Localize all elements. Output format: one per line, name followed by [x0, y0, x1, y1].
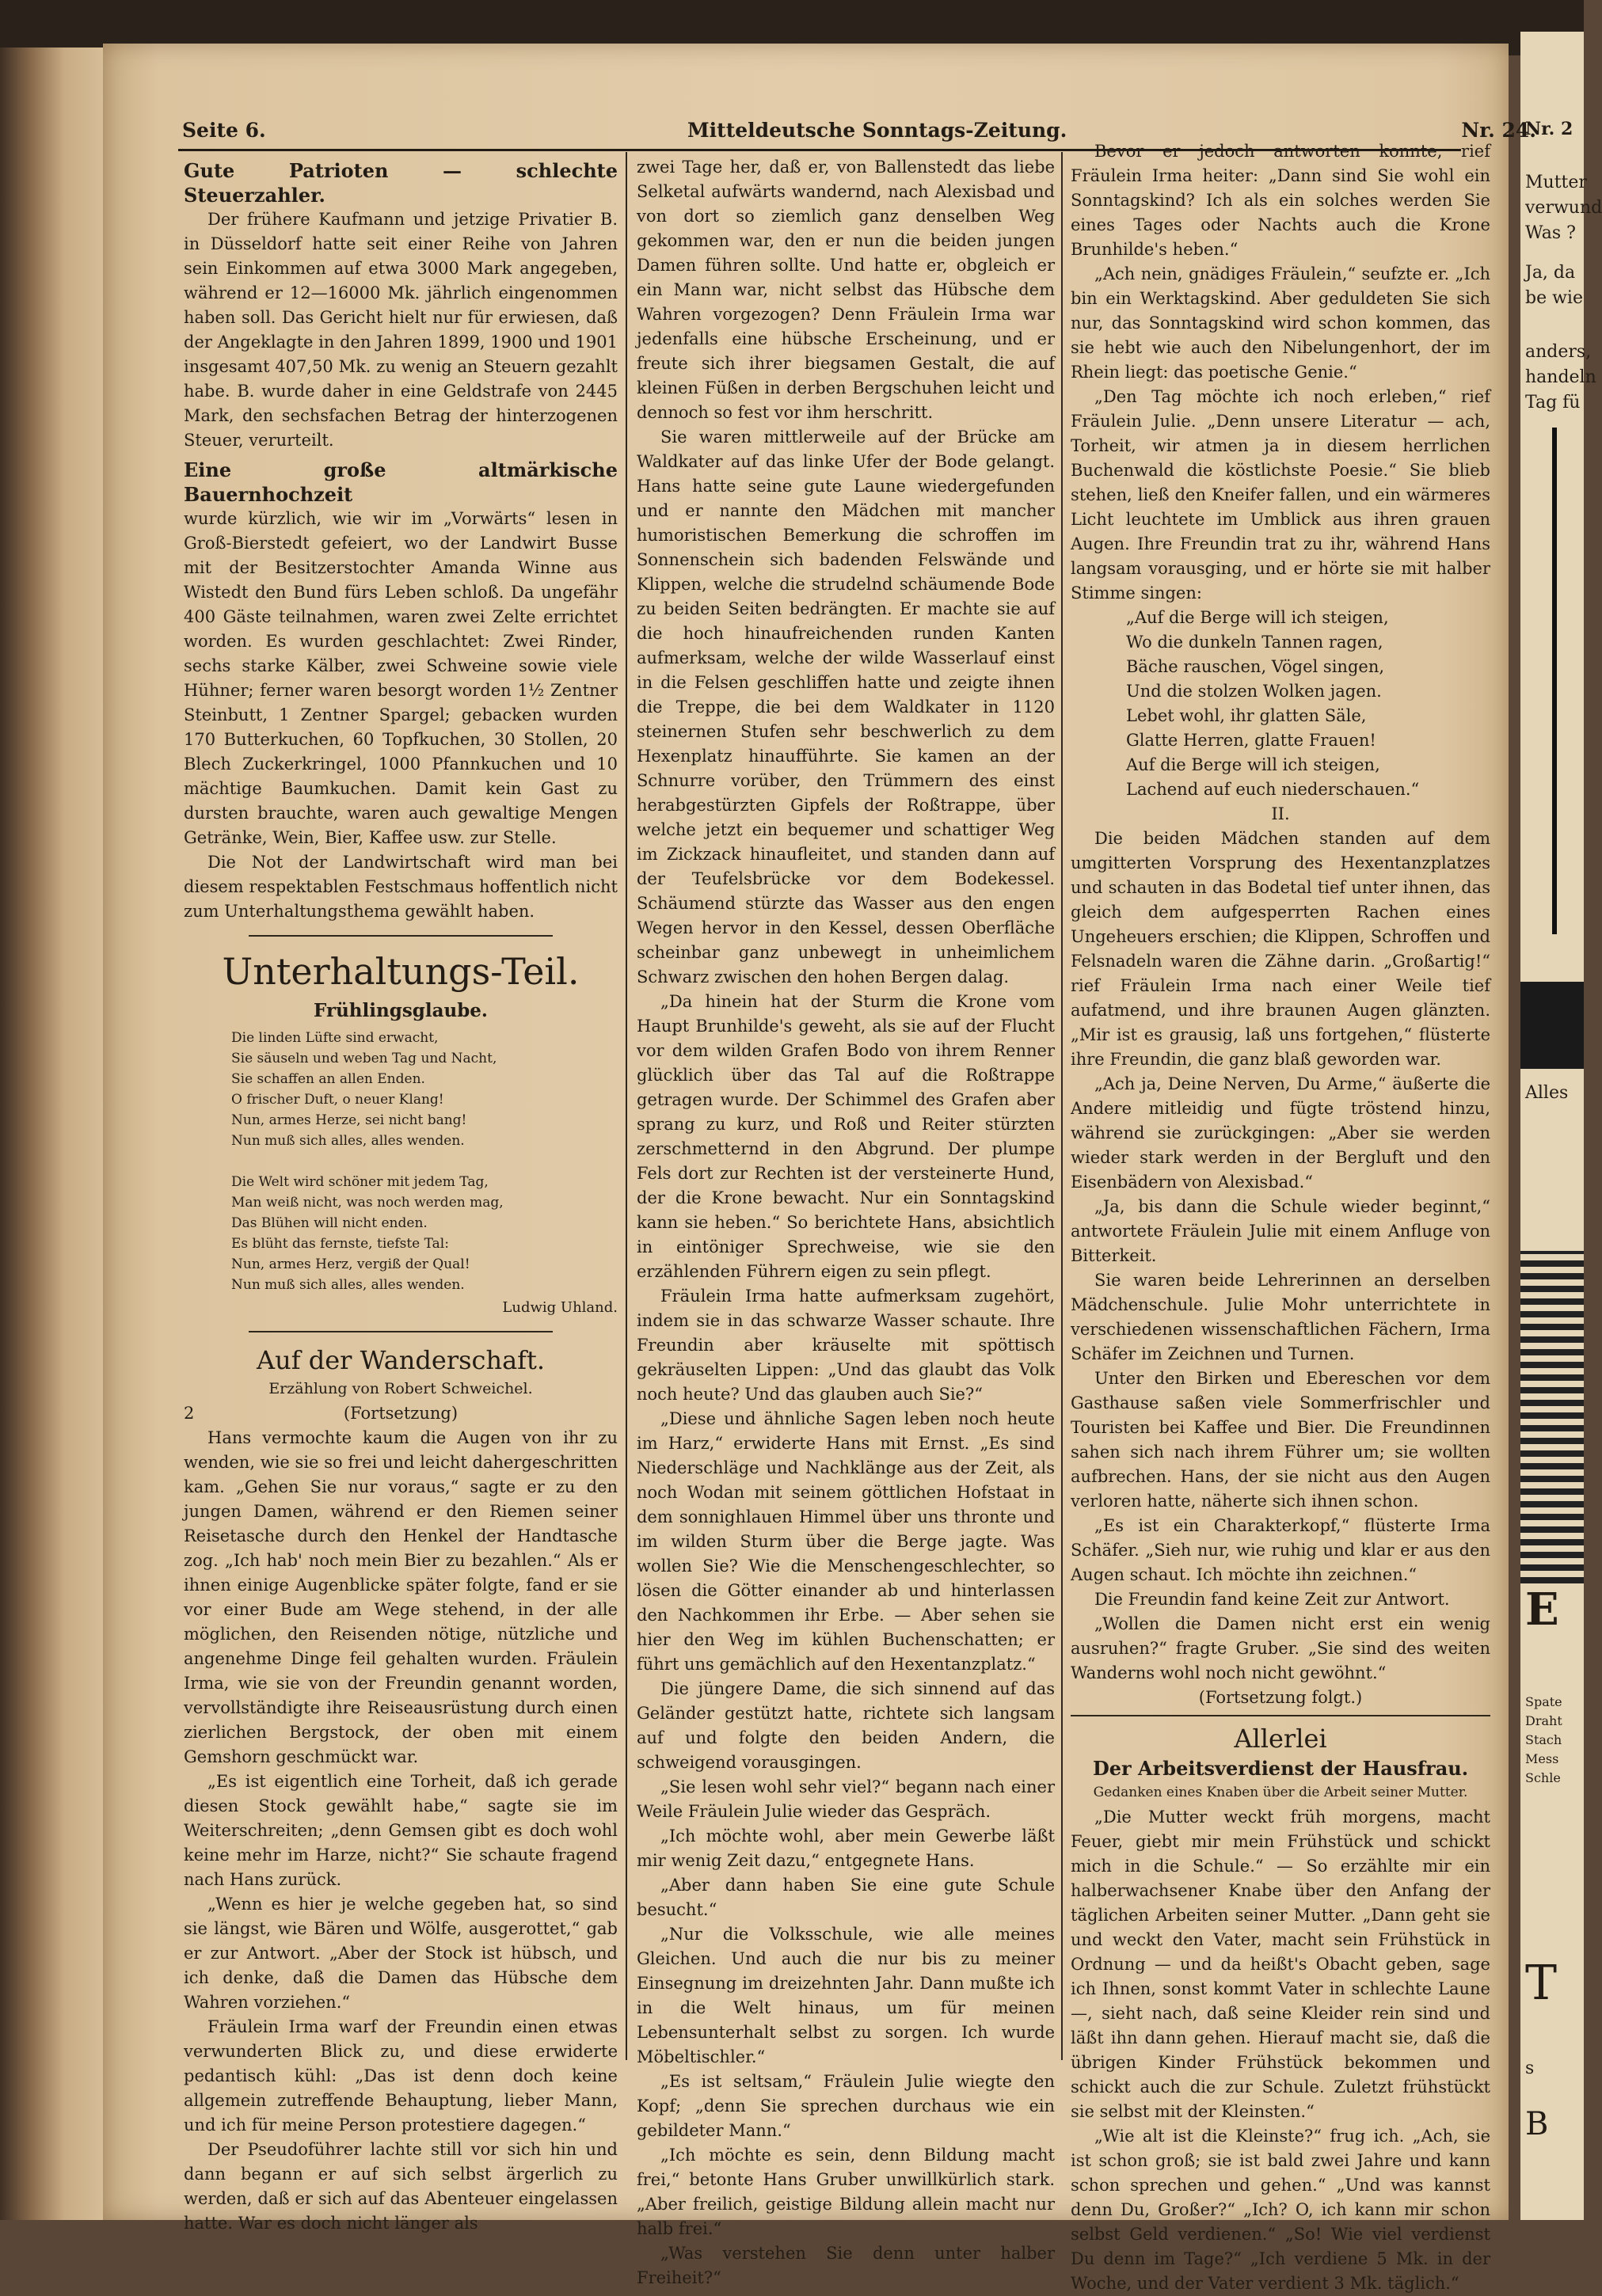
story-paragraph: Fräulein Irma hatte aufmerksam zugehört, indem sie in das schwarze Wasser schaute. Ihre Freundin aber kräuselte mit spöttisch gekräuselten Lippen: „Und das glaubt das Volk noch heute? Und das glauben auch Sie?“ — [637, 1287, 1055, 1404]
story-paragraph: „Wollen die Damen nicht erst ein wenig ausruhen?“ fragte Gruber. „Sie sind des weiten Wanderns wohl noch nicht gewöhnt.“ — [1071, 1614, 1490, 1682]
margin-fragment: Alles — [1525, 1083, 1569, 1103]
margin-fragment: Mess — [1525, 1751, 1559, 1766]
song-text: „Auf die Berge will ich steigen, Wo die dunkeln Tannen ragen, Bäche rauschen, Vögel singen, Und die stolzen Wolken jagen. Lebet wohl, ihr glatten Säle, Glatte Herren, glatte Frauen! Auf die Berge will ich steigen, Lachend auf euch niederschauen.“ — [1126, 608, 1420, 799]
column-divider — [626, 152, 627, 2060]
adjacent-page — [1520, 32, 1602, 2220]
article-headline: Der Arbeitsverdienst der Hausfrau. — [1092, 1757, 1469, 1780]
story-paragraph: Bevor er jedoch antworten konnte, rief Fräulein Irma heiter: „Dann sind Sie wohl ein Sonntagskind? Ich als ein solches werden Sie eines Tages oder Nachts auch die Krone Brunhilde's heben.“ — [1071, 142, 1490, 259]
margin-fragment: Draht — [1525, 1713, 1562, 1728]
article-headline: Gute Patrioten — schlechte Steuerzahler. — [184, 159, 618, 207]
story-paragraph: „Es ist seltsam,“ Fräulein Julie wiegte den Kopf; „denn Sie sprechen durchaus wie ein gebildeter Mann.“ — [637, 2072, 1055, 2140]
article-paragraph: Der frühere Kaufmann und jetzige Privatier B. in Düsseldorf hatte seit einer Reihe von Jahren sein Einkommen auf etwa 3000 Mark angegeben, während er 12—16000 Mk. jährlich eingenommen haben soll. Das Gericht hielt nur für erwiesen, daß der Angeklagte in den Jahren 1899, 1900 und 1901 insgesamt 407,50 Mk. zu wenig an Steuern gezahlt habe. B. wurde daher in eine Geldstrafe von 2445 Mark, den sechsfachen Betrag der hinterzogenen Steuer, verurteilt. — [184, 210, 618, 450]
story-paragraph: „Was verstehen Sie denn unter halber Freiheit?“ — [637, 2244, 1055, 2287]
story-continued-label: (Fortsetzung) — [343, 1404, 459, 1423]
story-paragraph: „Es ist eigentlich eine Torheit, daß ich gerade diesen Stock gewählt habe,“ sagte sie im Weiterschreiten; „denn Gemsen gibt es doch wohl keine mehr im Harze, nicht?“ Sie schaute fragend nach Hans zurück. — [184, 1772, 618, 1889]
poem-text: Die linden Lüfte sind erwacht, Sie säuseln und weben Tag und Nacht, Sie schaffen an allen Enden. O frischer Duft, o neuer Klang! Nun, armes Herze, sei nicht bang! Nun muß sich alles, alles wenden. Die Welt wird schöner mit jedem Tag, Man weiß nicht, was noch werden mag, Das Blühen will nicht enden. Es blüht das fernste, tiefste Tal: Nun, armes Herz, vergiß der Qual! Nun muß sich alles, alles wenden. — [231, 1030, 504, 1293]
story-paragraph: Die beiden Mädchen standen auf dem umgitterten Vorsprung des Hexentanzplatzes und schauten in das Bodetal tief unter ihnen, das gleich dem aufgesperrten Rachen eines Ungeheuers erschien; die Klippen, Schroffen und Felsnadeln waren die Zähne darin. „Großartig!“ rief Fräulein Irma nach einer Weile tief aufatmend, und ihre braunen Augen glänzten. „Mir ist es grausig, laß uns fortgehen,“ flüsterte ihre Freundin, die ganz blaß geworden war. — [1071, 829, 1490, 1069]
article-subheadline: Gedanken eines Knaben über die Arbeit seiner Mutter. — [1093, 1785, 1468, 1800]
to-be-continued: (Fortsetzung folgt.) — [1198, 1688, 1363, 1707]
story-author: Erzählung von Robert Schweichel. — [268, 1380, 533, 1397]
story-paragraph: „Ja, bis dann die Schule wieder beginnt,“ antwortete Fräulein Julie mit einem Anfluge von Bitterkeit. — [1071, 1197, 1490, 1265]
story-part-number: 2 — [184, 1404, 195, 1423]
margin-fragment: Spate — [1525, 1694, 1562, 1709]
ad-ornament — [1520, 1251, 1584, 1583]
story-paragraph: Sie waren beide Lehrerinnen an derselben Mädchenschule. Julie Mohr unterrichtete in verschiedenen wissenschaftlichen Fächern, Irma Schäfer im Zeichnen und Turnen. — [1071, 1271, 1490, 1363]
story-paragraph: „Es ist ein Charakterkopf,“ flüsterte Irma Schäfer. „Sieh nur, wie ruhig und klar er aus den Augen schaut. Ich möchte ihn zeichnen.“ — [1071, 1516, 1490, 1584]
story-paragraph: Hans vermochte kaum die Augen von ihr zu wenden, wie sie so frei und leicht dahergeschritten kam. „Gehen Sie nur voraus,“ sagte er zu den jungen Damen, während er den Riemen seiner Reisetasche durch den Henkel der Handtasche zog. „Ich hab' noch mein Bier zu bezahlen.“ Als er ihnen einige Augenblicke später folgte, fand er sie vor einer Bude am Wege stehend, in der alle möglichen, den Reisenden nötige, nützliche und angenehme Dinge feil gehalten wurden. Fräulein Irma, wie sie von der Freundin genannt worden, vervollständigte ihre Reiseausrüstung durch einen zierlichen Bergstock, der oben mit einem Gemshorn geschmückt war. — [184, 1428, 618, 1766]
story-title: Auf der Wanderschaft. — [256, 1345, 546, 1375]
story-paragraph: „Da hinein hat der Sturm die Krone vom Haupt Brunhilde's geweht, als sie auf der Flucht vor dem wilden Grafen Bodo von ihrem Renner glücklich über das Tal auf die Roßtrappe getragen wurde. Der Schimmel des Grafen aber sprang zu kurz, und Roß und Reiter stürzten zerschmetternd in den Abgrund. Der plumpe Fels dort zur Rechten ist der versteinerte Hund, der die Krone bewacht. Nur ein Sonntagskind kann sie heben.“ So berichtete Hans, absichtlich in eintöniger Sprechweise, wie sie den erzählenden Führern eigen zu sein pflegt. — [637, 992, 1055, 1281]
column-3 — [1071, 139, 1490, 2293]
section-title: Unterhaltungs-Teil. — [222, 950, 580, 993]
margin-fragment: Ja, da — [1525, 263, 1576, 283]
margin-fragment: Was ? — [1525, 223, 1576, 243]
chapter-number: II. — [1271, 804, 1290, 823]
page-number: Seite 6. — [182, 119, 266, 142]
section-rule — [249, 935, 553, 937]
margin-fragment: verwund — [1525, 198, 1602, 218]
margin-fragment: Mutter — [1525, 173, 1587, 192]
column-2 — [637, 155, 1055, 2287]
story-paragraph: Die jüngere Dame, die sich sinnend auf das Geländer gestützt hatte, richtete sich langsam auf und folgte den beiden Andern, die schweigend vorausgingen. — [637, 1679, 1055, 1772]
story-paragraph: „Ich möchte wohl, aber mein Gewerbe läßt mir wenig Zeit dazu,“ entgegnete Hans. — [637, 1827, 1055, 1870]
column-divider — [1061, 152, 1063, 2060]
ad-frame — [1552, 428, 1584, 934]
article-headline: Eine große altmärkische Bauernhochzeit — [184, 458, 618, 506]
margin-fragment: be wie — [1525, 288, 1583, 308]
newspaper-title: Mitteldeutsche Sonntags-Zeitung. — [687, 119, 1067, 142]
section-title: Allerlei — [1234, 1724, 1327, 1754]
margin-fragment: Nr. 2 — [1525, 119, 1573, 139]
section-rule — [1071, 1715, 1490, 1716]
story-paragraph: Sie waren mittlerweile auf der Brücke am Waldkater auf das linke Ufer der Bode gelangt. Hans hatte seine gute Laune wiedergefunden und er nannte den Mädchen mit mancher humoristischen Bemerkung die schroffen im Sonnenschein sich badenden Felswände und Klippen, welche die strudelnd schäumende Bode zu beiden Seiten bedrängten. Er machte sie auf die hoch hinaufreichenden runden Kanten aufmerksam, welche der wilde Wasserlauf einst in die Felsen geschliffen hatte und zeigte ihnen die Treppe, die bei dem Waldkater in 1120 steinernen Stufen sehr beschwerlich zu dem Hexenplatz hinaufführte. Sie kamen an der Schnurre vorüber, den Trümmern des einst herabgestürzten Gipfels der Roßtrappe, über welche jetzt ein bequemer und schattiger Weg im Zickzack hinaufleitet, und standen dann auf der Teufelsbrücke vor dem Bodekessel. Schäumend stürzte das Wasser aus den engen Wegen hervor in den Kessel, dessen Oberfläche scheinbar ganz unbewegt in unheimlichem Schwarz zwischen den hohen Bergen dalag. — [637, 428, 1055, 986]
story-paragraph: Der Pseudoführer lachte still vor sich hin und dann begann er auf sich selbst ärgerlich zu werden, daß er sich auf das Abenteuer eingelassen hatte. War es doch nicht länger als — [184, 2140, 618, 2233]
article-paragraph: Die Not der Landwirtschaft wird man bei diesem respektablen Festschmaus hoffentlich nicht zum Unterhaltungsthema gewählt haben. — [184, 853, 618, 921]
ad-block — [1520, 982, 1584, 1069]
story-paragraph: Fräulein Irma warf der Freundin einen etwas verwunderten Blick zu, und diese erwiderte pedantisch kühl: „Das ist denn doch keine allgemein zutreffende Behauptung, lieber Mann, und ich für meine Person protestiere dagegen.“ — [184, 2017, 618, 2134]
story-paragraph: „Aber dann haben Sie eine gute Schule besucht.“ — [637, 1876, 1055, 1919]
story-continued — [184, 1401, 618, 1426]
story-paragraph: „Wenn es hier je welche gegeben hat, so sind sie längst, wie Bären und Wölfe, ausgerottet,“ gab er zur Antwort. „Aber der Stock ist hübsch, und ich denke, daß die Damen das Hübsche dem Wahren vorziehen.“ — [184, 1895, 618, 2012]
poem-title: Frühlingsglaube. — [314, 1000, 488, 1021]
article-paragraph: wurde kürzlich, wie wir im „Vorwärts“ lesen in Groß-Bierstedt gefeiert, wo der Landwirt Busse mit der Besitzerstochter Amanda Winne aus Wistedt den Bund fürs Leben schloß. Da ungefähr 400 Gäste teilnahmen, waren zwei Zelte errichtet worden. Es wurden geschlachtet: Zwei Rinder, sechs starke Kälber, zwei Schweine sowie viele Hühner; ferner waren besorgt worden 1½ Zentner Steinbutt, 1 Zentner Spargel; gebacken wurden 170 Butterkuchen, 60 Topfkuchen, 30 Stollen, 20 Blech Zuckerkringel, 1000 Pfannkuchen und 10 mächtige Baumkuchen. Damit kein Gast zu dursten brauchte, waren auch gewaltige Mengen Getränke, Wein, Bier, Kaffee usw. zur Stelle. — [184, 509, 618, 847]
margin-fragment: handeln — [1525, 367, 1596, 387]
story-paragraph: zwei Tage her, daß er, von Ballenstedt das liebe Selketal aufwärts wandernd, nach Alexisbad und von dort so ziemlich ganz denselben Weg gekommen war, den er nun die beiden jungen Damen führen sollte. Und hatte er, obgleich er ein Mann war, nicht selbst das Hübsche dem Wahren vorgezogen? Denn Fräulein Irma war jedenfalls eine hübsche Erscheinung, und er freute sich ihrer biegsamen Gestalt, die auf kleinen Füßen in derben Bergschuhen leicht und dennoch so fest vor ihm herschritt. — [637, 158, 1055, 422]
story-paragraph: Die Freundin fand keine Zeit zur Antwort. — [1094, 1590, 1450, 1609]
story-paragraph: „Den Tag möchte ich noch erleben,“ rief Fräulein Julie. „Denn unsere Literatur — ach, Torheit, wir atmen ja in diesem herrlichen Buchenwald die köstlichste Poesie.“ Sie blieb stehen, ließ den Kneifer fallen, und ein wärmeres Licht leuchtete im Umblick aus ihren grauen Augen. Ihre Freundin trat zu ihr, während Hans langsam vorausging, und er hörte sie mit halber Stimme singen: — [1071, 387, 1490, 603]
story-paragraph: „Diese und ähnliche Sagen leben noch heute im Harz,“ erwiderte Hans mit Ernst. „Es sind Niederschläge und Nachklänge aus der Zeit, als noch Wodan mit seinem göttlichen Hofstaat in dem sonnighlauen Himmel über uns thronte und im wilden Sturm über die Berge jagte. Was wollen Sie? Wie die Menschengeschlechter, so lösen die Götter einander ab und hinterlassen den Nachkommen ihr Erbe. — Aber sehen sie hier den Weg im kühlen Buchenschatten; er führt uns gemächlich auf den Hexentanzplatz.“ — [637, 1409, 1055, 1674]
poem-author: Ludwig Uhland. — [502, 1299, 618, 1316]
story-paragraph: Unter den Birken und Ebereschen vor dem Gasthause saßen viele Sommerfrischler und Touristen bei Kaffee und Bier. Die Freundinnen sahen sich nach ihrem Führer um; sie wollten aufbrechen. Hans, der sie nicht aus den Augen verloren hatte, näherte sich ihnen schon. — [1071, 1369, 1490, 1511]
margin-fragment: Schle — [1525, 1770, 1561, 1785]
book-page-edges — [0, 48, 107, 2220]
story-paragraph: „Ach nein, gnädiges Fräulein,“ seufzte er. „Ich bin ein Werktagskind. Aber geduldeten Sie sich nur, das Sonntagskind wird schon kommen, das sie hebt wie auch den Nibelungenhort, der im Rhein liegt: das poetische Genie.“ — [1071, 264, 1490, 382]
margin-fragment: B — [1525, 2106, 1549, 2142]
story-paragraph: „Ich möchte es sein, denn Bildung macht frei,“ betonte Hans Gruber unwillkürlich stark. „Aber freilich, geistige Bildung allein macht nur halb frei.“ — [637, 2146, 1055, 2238]
column-1 — [184, 158, 618, 2233]
margin-fragment: T — [1525, 1956, 1558, 2011]
article-paragraph: „Wie alt ist die Kleinste?“ frug ich. „Ach, sie ist schon groß; sie ist bald zwei Jahre und kann schon sprechen und gehen.“ „Und was kannst denn Du, Großer?“ „Ich? O, ich kann mir schon selbst Geld verdienen.“ „So! Wie viel verdienst Du denn im Tage?“ „Ich verdiene 5 Mk. in der Woche, und der Vater verdient 3 Mk. täglich.“ — [1071, 2127, 1490, 2293]
story-paragraph: „Ach ja, Deine Nerven, Du Arme,“ äußerte die Andere mitleidig und fügte tröstend hinzu, während sie zurückgingen: „Aber sie werden wieder stark werden in der Bergluft und den Eisenbädern von Alexisbad.“ — [1071, 1074, 1490, 1192]
margin-fragment: Stach — [1525, 1732, 1562, 1747]
story-paragraph: „Sie lesen wohl sehr viel?“ begann nach einer Weile Fräulein Julie wieder das Gespräch. — [637, 1777, 1055, 1821]
margin-fragment: anders, — [1525, 342, 1592, 362]
issue-number: Nr. 24. — [1461, 119, 1536, 142]
story-paragraph: „Nur die Volksschule, wie alle meines Gleichen. Und auch die nur bis zu meiner Einsegnung im dreizehnten Jahr. Dann mußte ich in die Welt hinaus, um für meinen Lebensunterhalt selbst zu sorgen. Ich wurde Möbeltischler.“ — [637, 1925, 1055, 2066]
margin-fragment: Tag fü — [1525, 393, 1581, 412]
article-paragraph: „Die Mutter weckt früh morgens, macht Feuer, giebt mir mein Frühstück und schickt mich in die Schule.“ — So erzählte mir ein halberwachsener Knabe über den Anfang der täglichen Arbeiten seiner Mutter. „Dann geht sie und weckt den Vater, macht sein Frühstück in Ordnung — und da heißt's Obacht geben, sage ich Ihnen, sonst kommt Vater in schlechte Laune —, sieht nach, daß seine Kleider rein sind und läßt ihn dann gehen. Hierauf macht sie, daß die übrigen Kinder Frühstück bekommen und schickt auch die zur Schule. Zuletzt frühstückt sie selbst mit der Kleinsten.“ — [1071, 1808, 1490, 2121]
margin-fragment: E — [1525, 1583, 1559, 1636]
section-rule — [249, 1331, 553, 1332]
margin-fragment: s — [1525, 2058, 1535, 2078]
